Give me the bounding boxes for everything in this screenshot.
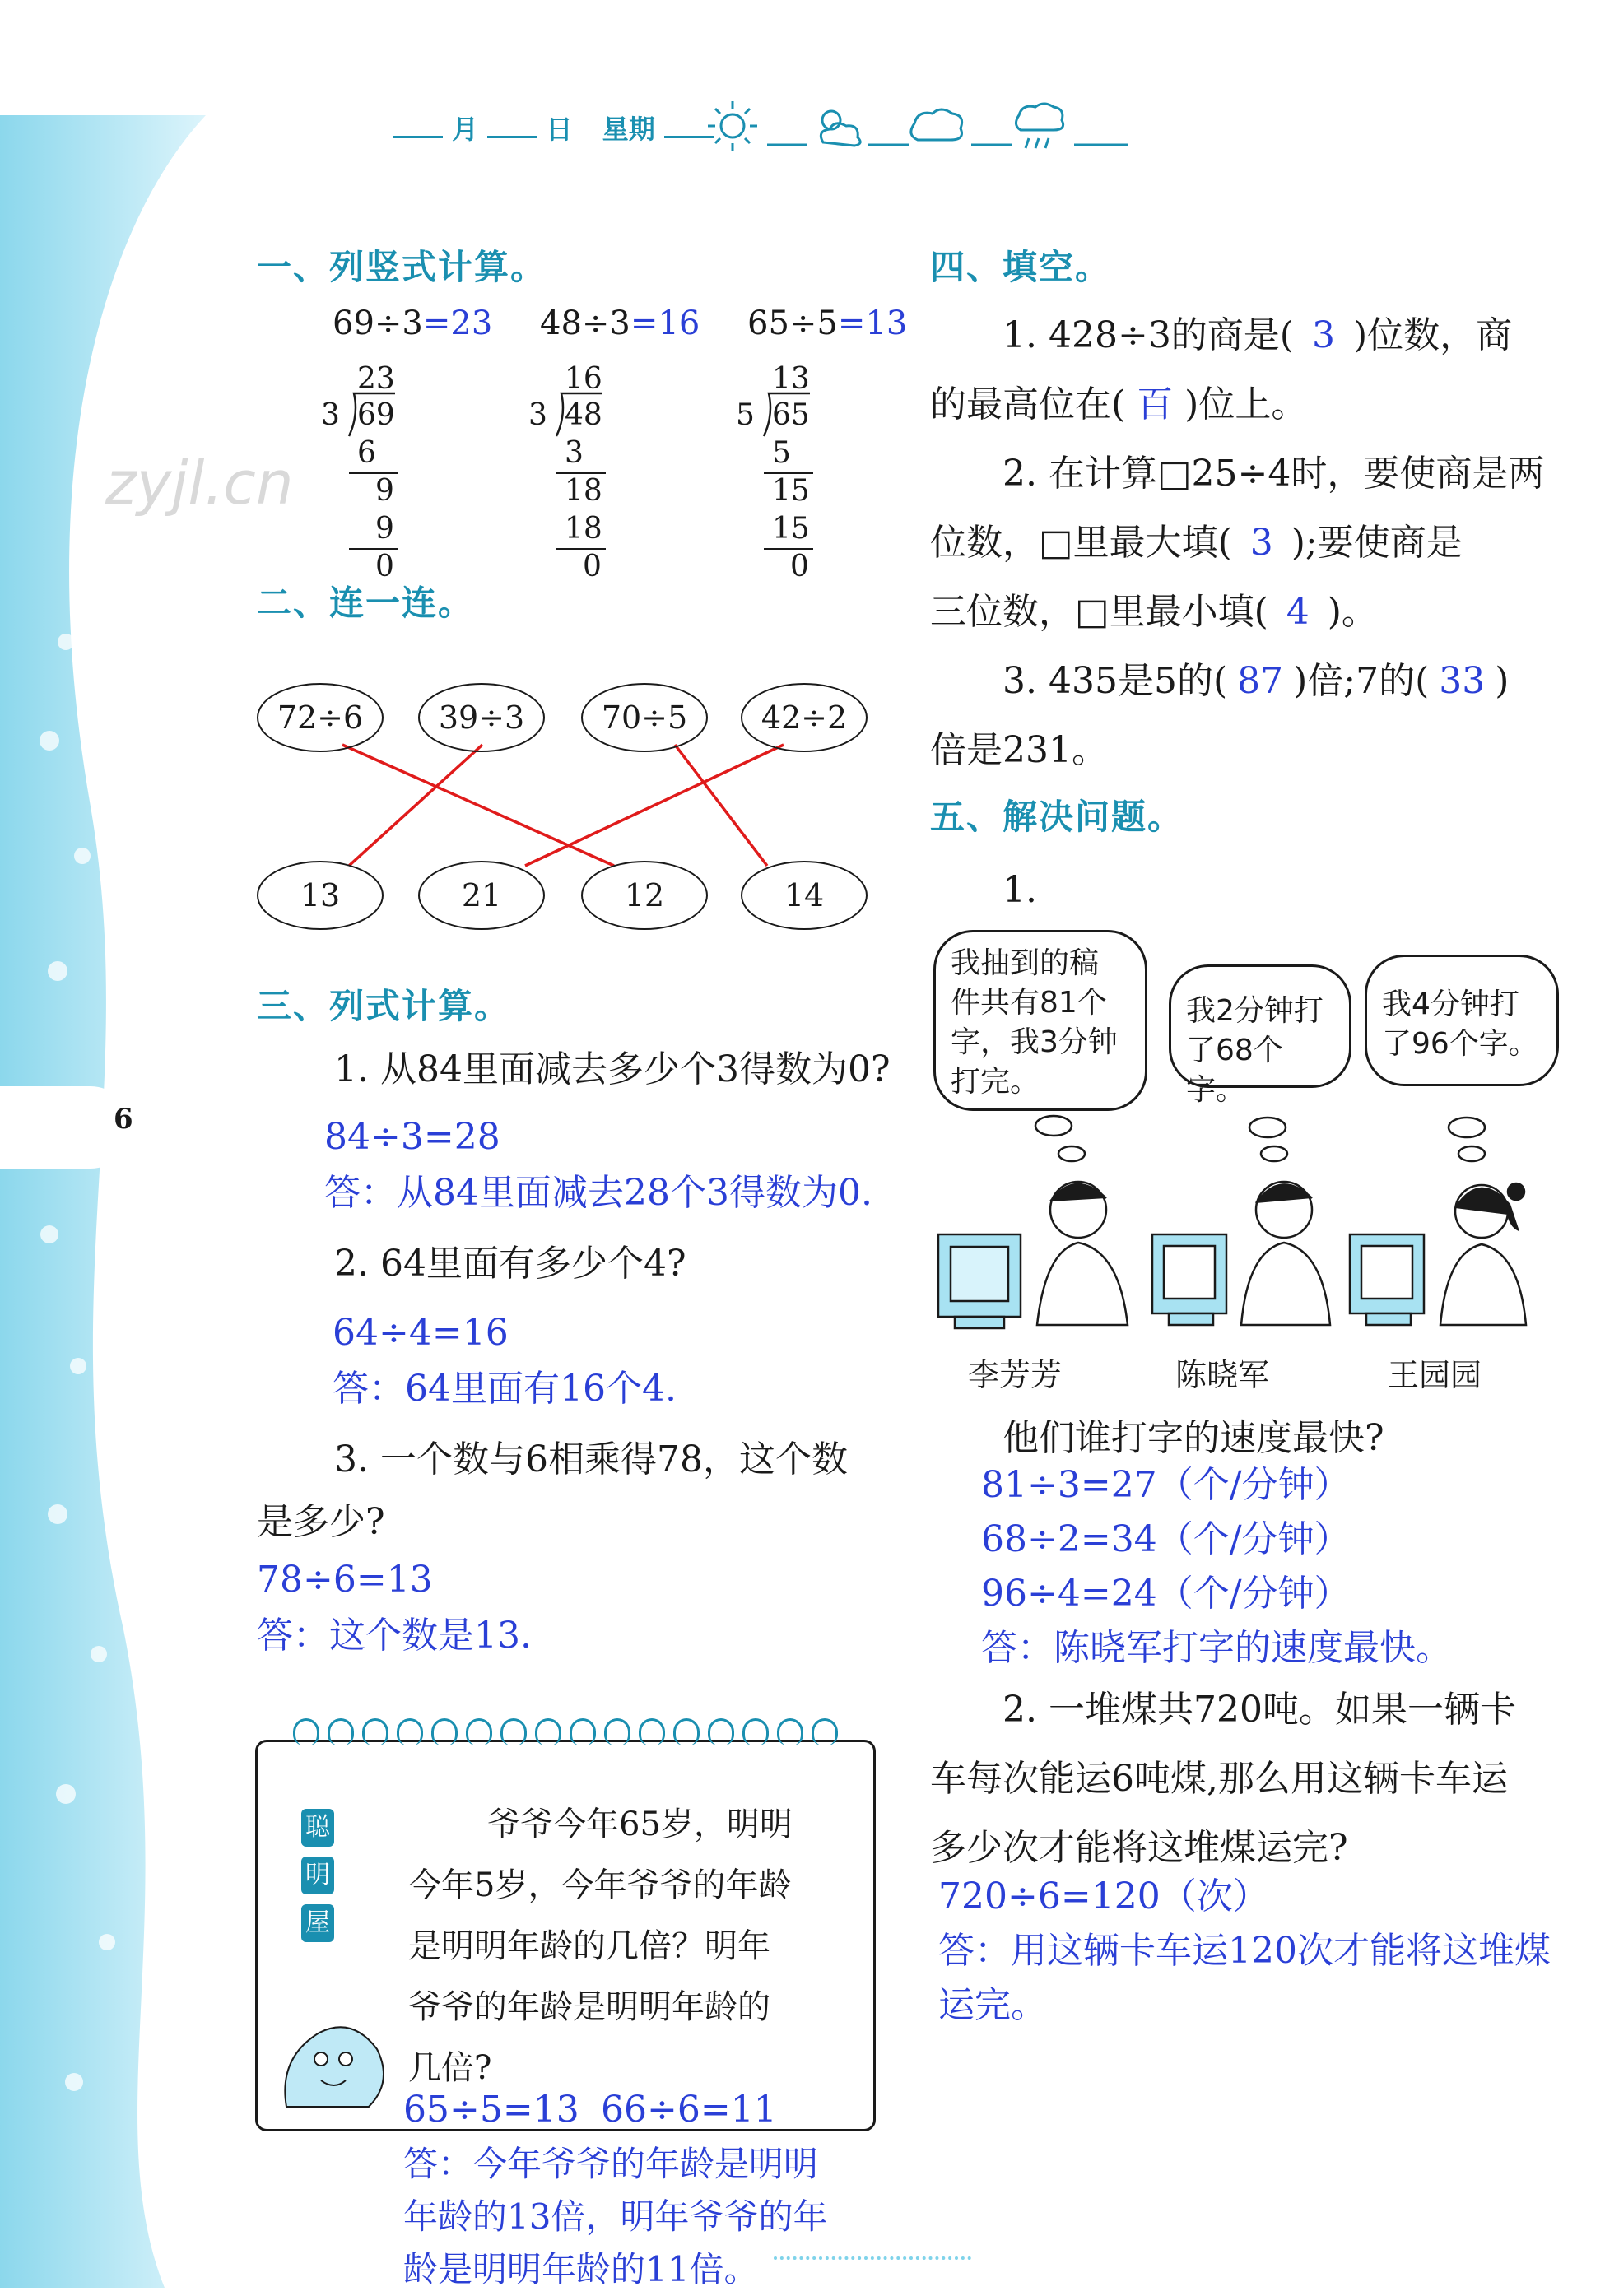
s5-p2-answer xyxy=(938,1870,1551,2033)
answer: =23 xyxy=(422,304,493,342)
s4-q1-line1 xyxy=(1003,301,1512,370)
s5-p1-question: 他们谁打字的速度最快? xyxy=(1003,1417,1384,1459)
section5-title: 五、解决问题。 xyxy=(930,797,1184,837)
page-number: 6 xyxy=(114,1103,133,1136)
match-bottom-item[interactable]: 14 xyxy=(741,861,868,930)
thought-bubble-1 xyxy=(933,930,1147,1111)
dividend: 65 xyxy=(772,398,810,432)
kid-computer-3 xyxy=(1350,1183,1526,1325)
date-header xyxy=(393,109,714,146)
page-number-tab xyxy=(0,1086,132,1169)
thought-bubble-2 xyxy=(1169,964,1351,1107)
smart-answer-line: 龄是明明年龄的11倍。 xyxy=(403,2249,759,2289)
text: )位数，商 xyxy=(1352,314,1513,356)
bubble-line: 了68个字。 xyxy=(1186,1034,1283,1107)
smart-box-label xyxy=(301,1809,337,1942)
text: 的最高位在( xyxy=(930,383,1126,425)
s3-question-3-line2: 是多少? xyxy=(257,1501,385,1543)
dividend: 69 xyxy=(357,398,395,432)
step: 0 xyxy=(375,550,394,583)
day-label: 日 xyxy=(546,114,573,145)
s3-question-3-line1: 3. 一个数与6相乘得78，这个数 xyxy=(334,1438,848,1480)
smart-line: 今年5岁，今年爷爷的年龄 xyxy=(408,1866,792,1904)
smart-line: 爷爷今年65岁，明明 xyxy=(487,1806,793,1843)
text: );要使商是 xyxy=(1291,522,1463,564)
bubble-line: 了96个字。 xyxy=(1382,1027,1538,1061)
s3-answer-1: 答：从84里面减去28个3得数为0. xyxy=(324,1172,872,1214)
bubble-line: 我2分钟打 xyxy=(1186,994,1324,1028)
step: 9 xyxy=(375,512,394,546)
label-char: 明 xyxy=(301,1857,334,1894)
answer-line: 96÷4=24（个/分钟） xyxy=(981,1573,1351,1615)
expr: 69÷3 xyxy=(333,304,423,342)
watermark: zyjl.cn xyxy=(105,449,294,518)
section4-title: 四、填空。 xyxy=(930,247,1112,287)
divisor: 5 xyxy=(736,398,755,432)
smart-answer-line: 答：今年爷爷的年龄是明明 xyxy=(403,2144,819,2184)
sun-cloud-icon xyxy=(821,111,860,146)
answer-line: 答：用这辆卡车运120次才能将这堆煤 xyxy=(938,1930,1551,1972)
s5-p2-line2: 车每次能运6吨煤,那么用这辆卡车运 xyxy=(930,1758,1508,1800)
step: 5 xyxy=(772,436,791,470)
quotient: 13 xyxy=(772,362,810,396)
kid-computer-2 xyxy=(1152,1182,1330,1325)
section1-title: 一、列竖式计算。 xyxy=(257,247,547,287)
answer-line: 81÷3=27（个/分钟） xyxy=(981,1464,1351,1506)
text: 三位数，□里最小填( xyxy=(930,591,1268,633)
sun-icon xyxy=(708,101,757,151)
bubble-line: 我4分钟打 xyxy=(1382,988,1519,1021)
text: 1. 428÷3的商是( xyxy=(1003,314,1294,356)
bubble-line: 字，我3分钟 xyxy=(951,1025,1118,1059)
cartoon-character-icon xyxy=(270,1992,393,2115)
s5-p2-line1: 2. 一堆煤共720吨。如果一辆卡 xyxy=(1003,1689,1516,1731)
s3-answer-3-expr: 78÷6=13 xyxy=(257,1559,433,1601)
quotient: 23 xyxy=(357,362,395,396)
s3-question-1: 1. 从84里面减去多少个3得数为0? xyxy=(334,1048,891,1090)
smart-line: 几倍? xyxy=(408,2049,492,2087)
left-decoration xyxy=(0,66,214,2288)
month-label: 月 xyxy=(452,114,479,145)
label-char: 屋 xyxy=(301,1904,334,1942)
label-char: 聪 xyxy=(301,1809,334,1847)
rain-icon xyxy=(1016,104,1063,148)
step: 15 xyxy=(772,474,810,508)
kid-computer-1 xyxy=(938,1182,1128,1328)
smart-answer-line: 年龄的13倍，明年爷爷的年 xyxy=(403,2196,828,2237)
match-top-item[interactable]: 70÷5 xyxy=(581,683,708,752)
answer-line: 运完。 xyxy=(938,1984,1047,2026)
fill-answer: 87 xyxy=(1237,660,1284,702)
answer-line: 答：陈晓军打字的速度最快。 xyxy=(981,1627,1452,1669)
fill-answer: 3 xyxy=(1249,522,1273,564)
match-top-item[interactable]: 72÷6 xyxy=(257,683,384,752)
step: 18 xyxy=(565,474,602,508)
match-top-item[interactable]: 42÷2 xyxy=(741,683,868,752)
text: )位上。 xyxy=(1184,383,1308,425)
fill-answer: 33 xyxy=(1439,660,1486,702)
section3-title: 三、列式计算。 xyxy=(257,986,511,1026)
kid-name: 王园园 xyxy=(1388,1357,1482,1393)
match-bottom-item[interactable]: 21 xyxy=(418,861,545,930)
s3-answer-2-expr: 64÷4=16 xyxy=(333,1312,509,1354)
weather-icons xyxy=(708,97,1136,155)
s5-p1-answer xyxy=(981,1458,1452,1676)
step: 0 xyxy=(583,550,602,583)
step: 3 xyxy=(565,436,584,470)
smart-expr-1: 65÷5=13 xyxy=(403,2089,579,2131)
text: 3. 435是5的( xyxy=(1003,660,1228,702)
step: 18 xyxy=(565,512,602,546)
kid-name: 李芳芳 xyxy=(968,1357,1063,1393)
answer: =16 xyxy=(630,304,700,342)
bottom-dotted-line xyxy=(774,2256,971,2260)
fill-answer: 3 xyxy=(1311,314,1335,356)
typing-kids-illustration xyxy=(930,1111,1589,1350)
match-bottom-item[interactable]: 13 xyxy=(257,861,384,930)
s4-q3-line1 xyxy=(1003,647,1509,716)
smart-box-text xyxy=(408,1794,793,2098)
bubble-line: 打完。 xyxy=(951,1065,1040,1099)
s4-q2-line2 xyxy=(930,509,1463,578)
expr: 65÷5 xyxy=(747,304,838,342)
s5-p2-line3: 多少次才能将这堆煤运完? xyxy=(930,1827,1348,1869)
s4-q1-line2 xyxy=(930,370,1307,439)
text: ) xyxy=(1495,660,1510,702)
week-label: 星期 xyxy=(602,114,655,145)
fill-answer: 4 xyxy=(1286,591,1310,633)
step: 6 xyxy=(357,436,376,470)
s3-answer-1-expr: 84÷3=28 xyxy=(324,1116,500,1158)
step: 15 xyxy=(772,512,810,546)
s3-answer-3: 答：这个数是13. xyxy=(257,1615,532,1657)
text: 位数，□里最大填( xyxy=(930,522,1232,564)
s4-q3-line2: 倍是231。 xyxy=(930,729,1108,771)
fill-answer: 百 xyxy=(1137,383,1174,425)
bubble-line: 我抽到的稿 xyxy=(951,946,1100,980)
divisor: 3 xyxy=(528,398,547,432)
s4-q2-line1: 2. 在计算□25÷4时，要使商是两 xyxy=(1003,453,1545,495)
text: )。 xyxy=(1327,591,1378,633)
quotient: 16 xyxy=(565,362,602,396)
s5-p1-number: 1. xyxy=(1003,869,1037,911)
division-problem-1 xyxy=(321,304,497,584)
thought-bubble-3 xyxy=(1365,955,1559,1086)
bubble-line: 件共有81个 xyxy=(951,986,1107,1020)
division-problem-2 xyxy=(528,304,705,584)
smart-line: 是明明年龄的几倍？明年 xyxy=(408,1927,770,1965)
match-top-item[interactable]: 39÷3 xyxy=(418,683,545,752)
s3-question-2: 2. 64里面有多少个4? xyxy=(334,1243,686,1285)
s4-q2-line3 xyxy=(930,578,1378,647)
smart-line: 爷爷的年龄是明明年龄的 xyxy=(408,1988,770,2026)
step: 0 xyxy=(790,550,809,583)
dividend: 48 xyxy=(565,398,602,432)
cloud-icon xyxy=(911,109,962,140)
text: )倍;7的( xyxy=(1293,660,1430,702)
section2-title: 二、连一连。 xyxy=(257,583,475,623)
division-problem-3 xyxy=(736,304,912,584)
smart-expr-2: 66÷6=11 xyxy=(601,2089,777,2131)
match-bottom-item[interactable]: 12 xyxy=(581,861,708,930)
smart-answer xyxy=(403,2138,827,2296)
answer-line: 68÷2=34（个/分钟） xyxy=(981,1518,1351,1560)
step: 9 xyxy=(375,474,394,508)
answer: =13 xyxy=(837,304,908,342)
kid-name: 陈晓军 xyxy=(1175,1357,1270,1393)
divisor: 3 xyxy=(321,398,340,432)
notebook-rings xyxy=(293,1718,869,1751)
expr: 48÷3 xyxy=(540,304,630,342)
answer-line: 720÷6=120（次） xyxy=(938,1875,1269,1917)
s3-answer-2: 答：64里面有16个4. xyxy=(333,1368,677,1410)
